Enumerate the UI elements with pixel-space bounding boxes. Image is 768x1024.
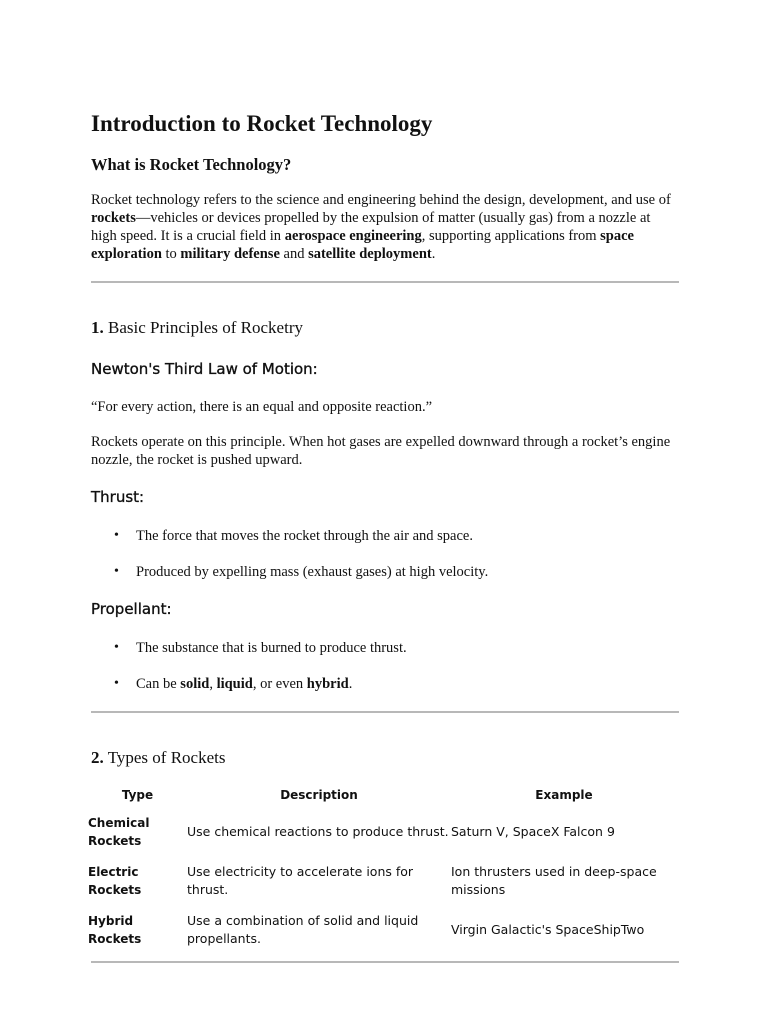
table-cell-example: Ion thrusters used in deep-space missions bbox=[451, 863, 657, 897]
bullet-icon: • bbox=[114, 528, 119, 543]
list-item-text: The force that moves the rocket through the air and space. bbox=[136, 528, 473, 544]
table-cell-type: Hybrid Rockets bbox=[88, 913, 142, 946]
table-cell-description: Use electricity to accelerate ions for thrust. bbox=[187, 863, 414, 897]
section-number: 2. bbox=[91, 748, 104, 767]
list-item-bold: hybrid bbox=[306, 676, 349, 692]
divider bbox=[91, 281, 679, 283]
intro-text: to bbox=[161, 246, 181, 262]
what-heading: What is Rocket Technology? bbox=[91, 155, 292, 174]
list-item bbox=[91, 563, 679, 581]
intro-text: . bbox=[431, 246, 436, 262]
table-row bbox=[88, 905, 677, 954]
intro-text: Rocket technology refers to the science and engineering behind the design, development, and use of bbox=[91, 192, 671, 208]
intro-bold: military defense bbox=[180, 246, 280, 262]
intro-bold: rockets bbox=[91, 210, 136, 226]
list-item-text: The substance that is burned to produce thrust. bbox=[136, 640, 407, 656]
intro-paragraph bbox=[91, 191, 679, 263]
section-title: Basic Principles of Rocketry bbox=[103, 318, 303, 337]
bullet-icon: • bbox=[114, 640, 119, 655]
list-item-text: Can be bbox=[136, 676, 181, 692]
table-cell-example: Virgin Galactic's SpaceShipTwo bbox=[451, 921, 645, 937]
section-number: 1. bbox=[91, 318, 104, 337]
document-content bbox=[88, 110, 679, 963]
section-2-heading bbox=[91, 747, 679, 769]
newton-heading: Newton's Third Law of Motion: bbox=[91, 360, 318, 378]
list-item-text: Produced by expelling mass (exhaust gases) at high velocity. bbox=[136, 564, 489, 580]
intro-text: and bbox=[279, 246, 309, 262]
table-cell-type: Electric Rockets bbox=[88, 864, 142, 897]
table-row bbox=[88, 856, 677, 905]
intro-text: , supporting applications from bbox=[421, 228, 601, 244]
table-header-row bbox=[88, 783, 677, 807]
bullet-icon: • bbox=[114, 676, 119, 691]
divider bbox=[91, 961, 679, 963]
intro-bold: space exploration bbox=[91, 228, 634, 262]
table-row bbox=[88, 807, 677, 856]
divider bbox=[91, 711, 679, 713]
propellant-list bbox=[91, 639, 679, 693]
table-cell-type: Chemical Rockets bbox=[88, 815, 150, 848]
table-cell-description: Use chemical reactions to produce thrust. bbox=[187, 823, 449, 839]
newton-paragraph: Rockets operate on this principle. When hot gases are expelled downward through a rocket’s engine nozzle, the rocket is pushed upward. bbox=[91, 434, 671, 468]
section-1-heading bbox=[91, 317, 679, 339]
list-item-text: , or even bbox=[252, 676, 307, 692]
page-title: Introduction to Rocket Technology bbox=[91, 111, 433, 136]
newton-quote: “For every action, there is an equal and opposite reaction.” bbox=[91, 399, 433, 415]
thrust-heading: Thrust: bbox=[91, 488, 145, 506]
intro-text: —vehicles or devices propelled by the expulsion of matter (usually gas) from a nozzle at high speed. It is a crucial field in bbox=[91, 210, 651, 244]
list-item bbox=[91, 639, 679, 657]
list-item bbox=[91, 675, 679, 693]
table-header-description: Description bbox=[280, 788, 358, 802]
table-header-type: Type bbox=[121, 788, 154, 802]
table-cell-example: Saturn V, SpaceX Falcon 9 bbox=[451, 823, 615, 839]
propellant-heading: Propellant: bbox=[91, 600, 172, 618]
rocket-types-table bbox=[88, 783, 677, 954]
list-item bbox=[91, 527, 679, 545]
bullet-icon: • bbox=[114, 564, 119, 579]
list-item-text: . bbox=[348, 676, 353, 692]
list-item-text: , bbox=[209, 676, 217, 692]
list-item-bold: solid bbox=[180, 676, 210, 692]
table-header-example: Example bbox=[535, 788, 593, 802]
thrust-list bbox=[91, 527, 679, 581]
intro-bold: aerospace engineering bbox=[284, 228, 422, 244]
table-cell-description: Use a combination of solid and liquid propellants. bbox=[187, 912, 419, 946]
list-item-bold: liquid bbox=[216, 676, 253, 692]
intro-bold: satellite deployment bbox=[308, 246, 432, 262]
section-title: Types of Rockets bbox=[103, 748, 226, 767]
